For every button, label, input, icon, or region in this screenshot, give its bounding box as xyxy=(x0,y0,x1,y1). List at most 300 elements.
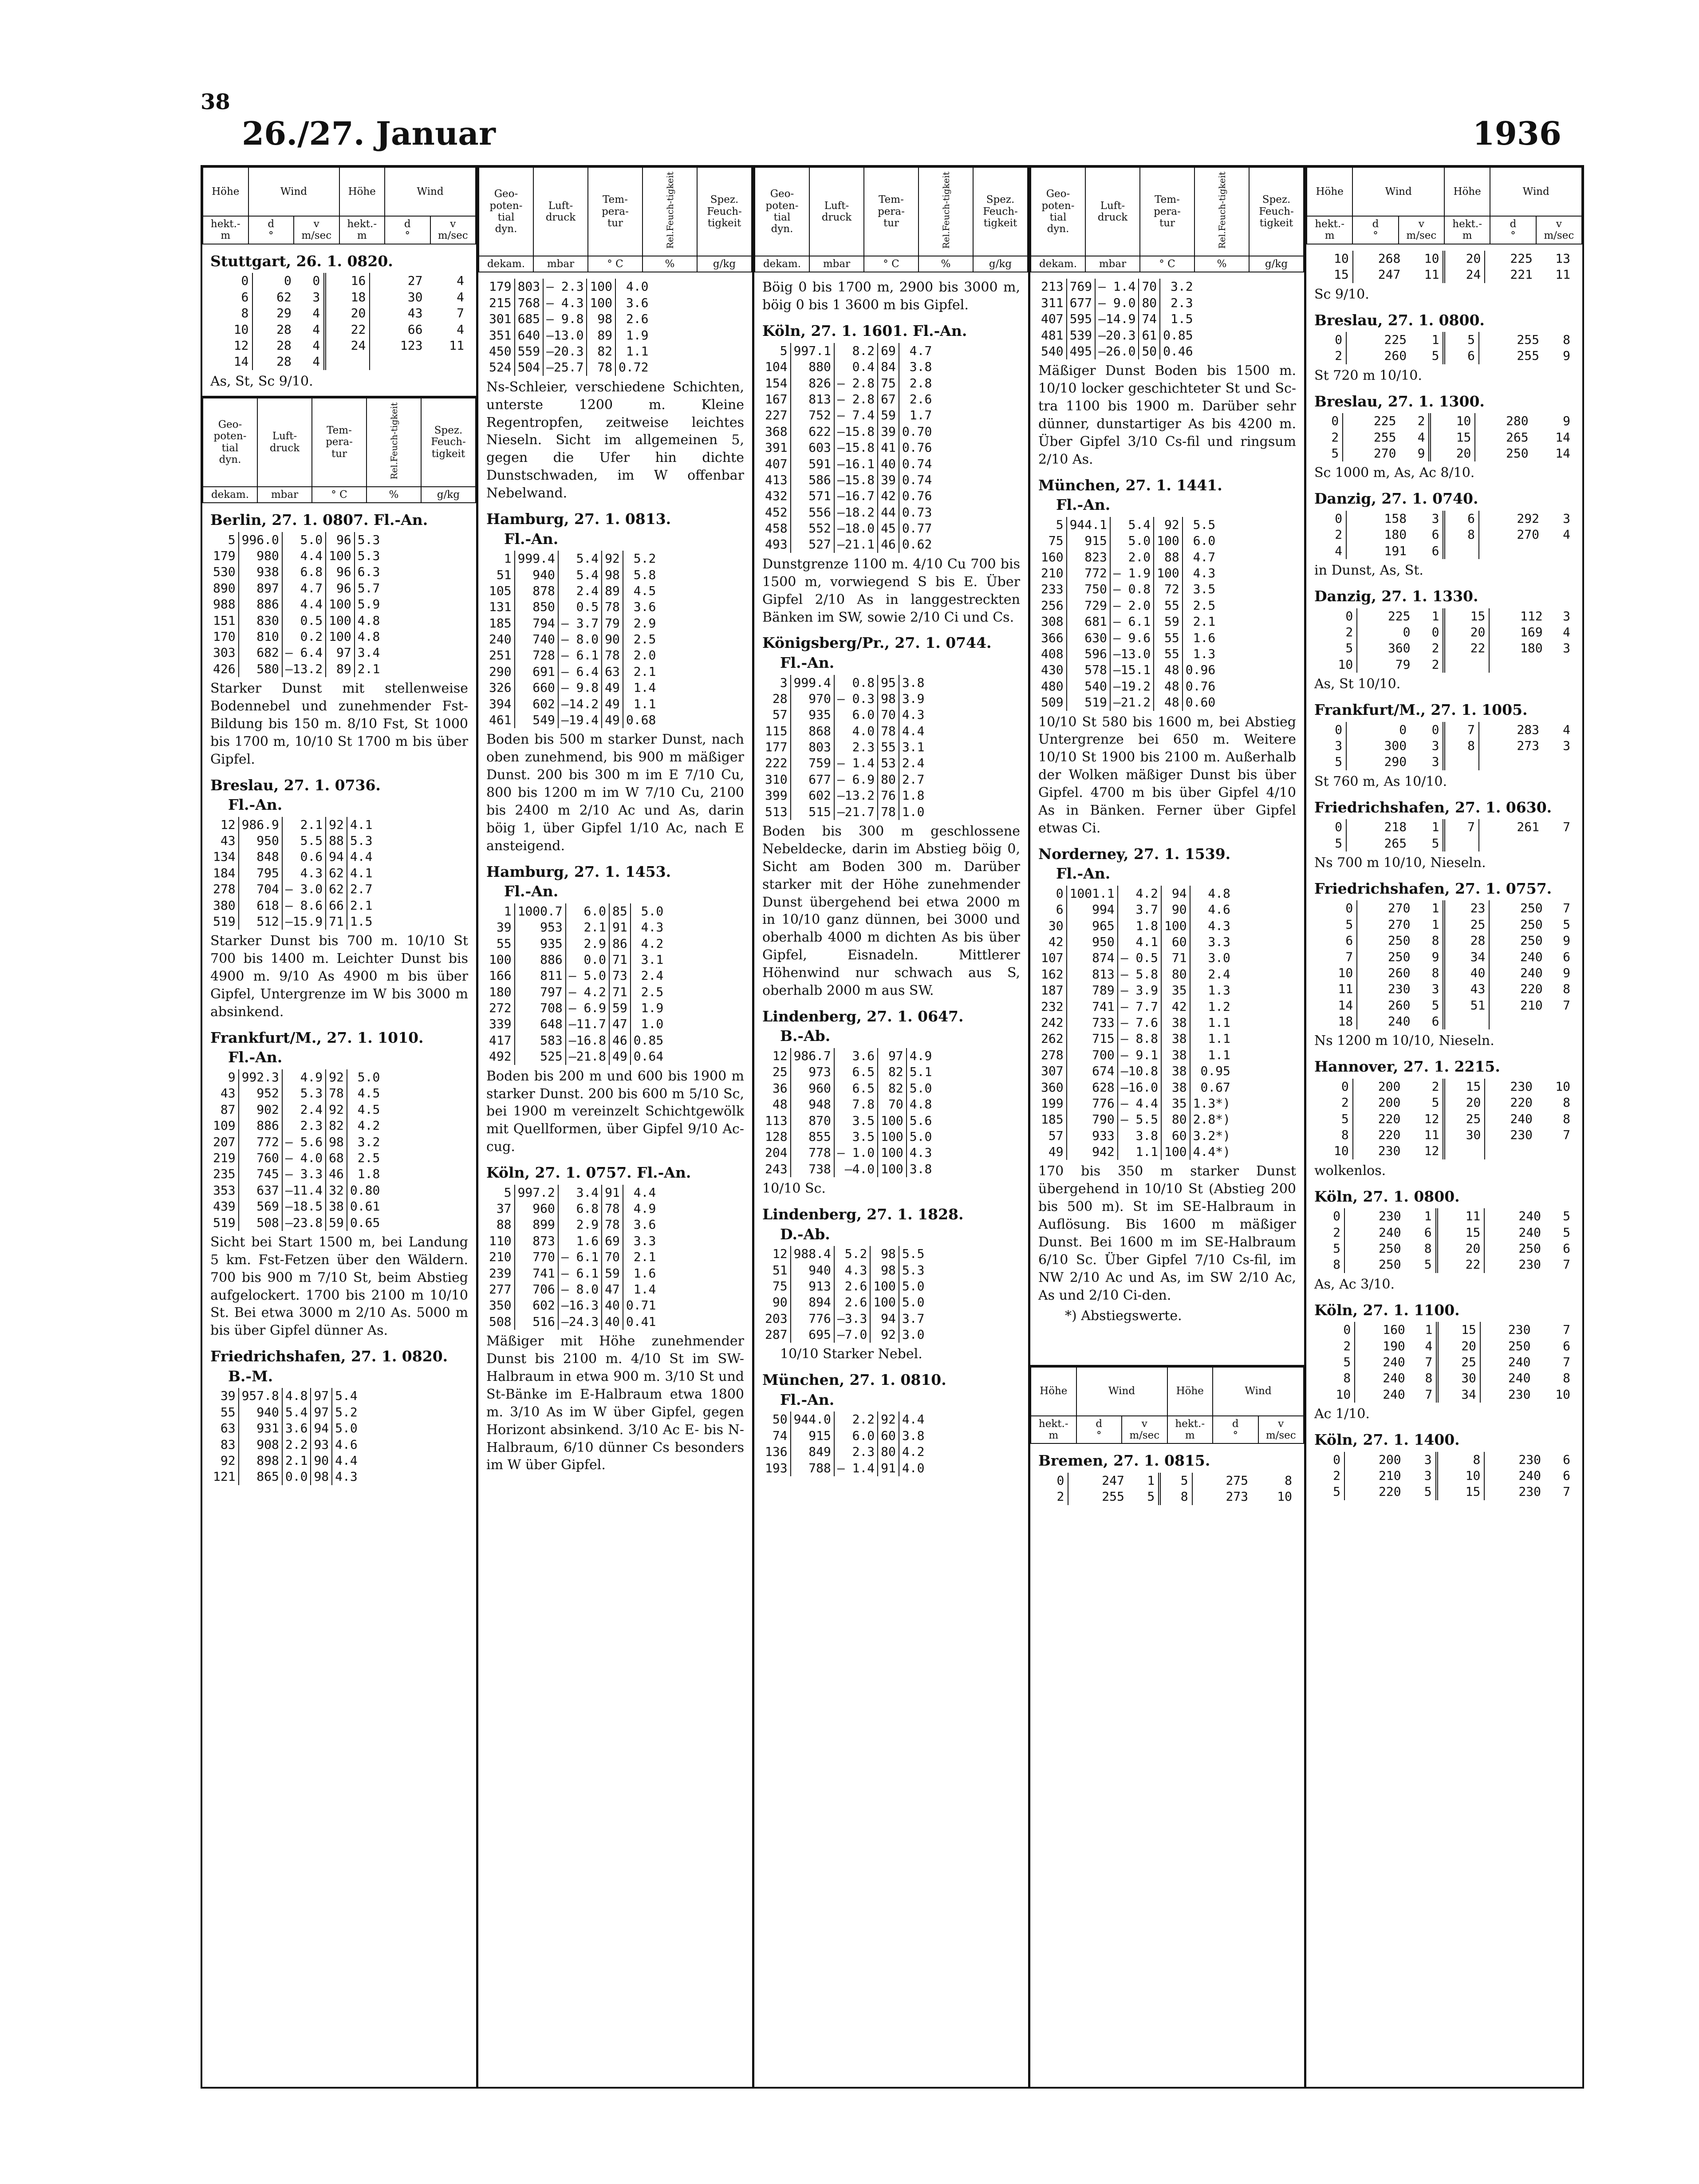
table-cell: 7 xyxy=(1563,1484,1570,1499)
table-cell: 94 xyxy=(311,1420,332,1436)
table-cell: 407 xyxy=(762,456,791,472)
table-cell: 5.0 xyxy=(335,1421,358,1436)
table-cell: 97 xyxy=(326,645,355,661)
table-row xyxy=(1314,624,1574,640)
table-cell: 12 xyxy=(210,338,252,354)
table-cell: 1 xyxy=(1409,1322,1438,1338)
column-2 xyxy=(478,167,754,2087)
table-cell: 112 xyxy=(1520,608,1543,623)
sonde-table xyxy=(486,903,666,1065)
table-cell: 9 xyxy=(1399,445,1430,461)
table-cell: 74 xyxy=(762,1428,791,1444)
table-cell: 218 xyxy=(1384,820,1407,835)
table-cell: 3 xyxy=(1314,738,1346,754)
table-cell: 100 xyxy=(326,596,355,612)
table-cell: 3.0 xyxy=(1208,950,1230,966)
table-cell: 4 xyxy=(457,273,464,288)
table-cell: 80 xyxy=(1139,295,1160,311)
table-cell: 677 xyxy=(1067,295,1096,311)
table-cell: 6 xyxy=(1444,511,1479,527)
table-cell: 6 xyxy=(1563,1241,1570,1256)
table-cell: 1.9 xyxy=(641,1001,664,1016)
table-cell: 6 xyxy=(1563,1338,1570,1353)
table-cell: 187 xyxy=(1038,982,1067,998)
table-cell: 92 xyxy=(326,1069,347,1085)
table-cell: 5.6 xyxy=(909,1113,932,1128)
table-cell: 10 xyxy=(1314,1387,1355,1403)
table-cell: 60 xyxy=(878,1428,899,1444)
table-cell: 677 xyxy=(791,772,834,788)
table-cell: – 7.7 xyxy=(1118,999,1161,1015)
table-cell: 51 xyxy=(1444,997,1489,1013)
table-cell: 230 xyxy=(1518,1484,1541,1499)
table-cell: 10 xyxy=(1404,251,1444,267)
table-cell: 4 xyxy=(1563,624,1570,639)
table-row xyxy=(762,343,934,359)
table-row xyxy=(1314,917,1574,933)
table-row xyxy=(210,289,468,305)
table-cell: 1.5 xyxy=(350,914,373,929)
table-cell: 399 xyxy=(762,788,791,804)
station-title: Köln, 27. 1. 1400. xyxy=(1314,1431,1460,1449)
table-row xyxy=(1314,608,1574,624)
table-cell xyxy=(1546,657,1574,673)
table-cell: 60 xyxy=(1161,1128,1190,1144)
table-cell: 275 xyxy=(1226,1473,1249,1488)
station-title: Friedrichshafen, 27. 1. 0630. xyxy=(1314,798,1552,816)
table-cell: 48 xyxy=(762,1096,791,1112)
table-cell: 3.8 xyxy=(902,1428,925,1443)
table-cell: 8 xyxy=(1414,965,1444,981)
table-cell: 40 xyxy=(602,1314,623,1330)
table-cell: 999.4 xyxy=(515,551,558,567)
table-cell: 6.5 xyxy=(834,1064,878,1080)
table-cell: 0.80 xyxy=(350,1183,380,1198)
table-cell: – 2.0 xyxy=(1110,598,1154,614)
table-cell: 0 xyxy=(284,273,292,288)
table-cell: 36 xyxy=(762,1080,791,1096)
table-cell: 92 xyxy=(326,817,347,833)
table-cell: 100 xyxy=(878,1161,907,1177)
table-cell: –16.3 xyxy=(558,1297,602,1313)
table-cell: 80 xyxy=(1161,966,1190,982)
table-cell: 530 xyxy=(210,564,239,580)
table-cell: 191 xyxy=(1384,543,1407,558)
table-cell: – 6.1 xyxy=(558,647,602,663)
table-row xyxy=(486,647,658,663)
table-cell: 3 xyxy=(1410,754,1444,770)
table-row xyxy=(210,849,375,865)
table-cell: –25.7 xyxy=(543,359,587,375)
table-cell: 5 xyxy=(1405,1257,1437,1273)
table-row xyxy=(210,1469,360,1485)
table-cell: 776 xyxy=(1067,1096,1118,1112)
table-cell: 5 xyxy=(1314,640,1357,656)
station-title: Stuttgart, 26. 1. 0820. xyxy=(210,252,393,270)
table-cell: 640 xyxy=(515,327,544,343)
table-cell: 768 xyxy=(515,295,544,311)
table-cell: 225 xyxy=(1373,414,1396,429)
table-cell: 1.9 xyxy=(626,327,649,343)
table-cell: 170 xyxy=(210,629,239,645)
table-cell: 47 xyxy=(609,1016,631,1032)
table-cell: 595 xyxy=(1067,311,1096,327)
table-cell: 260 xyxy=(1388,965,1411,980)
table-cell: 2.5 xyxy=(357,1150,380,1165)
table-cell: 2.0 xyxy=(633,648,656,663)
table-cell: 1.8 xyxy=(1118,918,1161,934)
station-note: Boden bis 500 m starker Dunst, nach oben zunehmend, bis 900 m mäßiger Dunst. 200 bis 300 m im E 7/10 Cu, 800 bis 1200 m im W 7/10 Cu, 2100 bis 2400 m 2/10 Ac und As, darin böig 1, über Gipfel 1/10 Ac, nach E ansteigend. xyxy=(486,732,744,854)
table-cell: 788 xyxy=(791,1460,834,1476)
table-cell: 280 xyxy=(1506,414,1529,429)
table-cell: 74 xyxy=(1139,311,1160,327)
table-cell: 89 xyxy=(326,661,355,677)
table-cell: 5.3 xyxy=(350,833,373,848)
table-cell: 7 xyxy=(1563,1355,1570,1370)
table-row xyxy=(486,615,658,631)
table-cell: 4 xyxy=(1409,1338,1438,1354)
footnote: *) Abstiegswerte. xyxy=(1065,1308,1182,1324)
table-cell: 504 xyxy=(515,359,544,375)
table-row xyxy=(1314,754,1574,770)
table-cell: 4 xyxy=(457,289,464,304)
station-title: Hannover, 27. 1. 2215. xyxy=(1314,1058,1500,1076)
table-cell: 5 xyxy=(1038,517,1067,533)
table-cell: 75 xyxy=(878,375,899,391)
table-cell: 30 xyxy=(1444,1127,1485,1143)
table-cell: 2.0 xyxy=(1110,549,1154,565)
table-cell: 795 xyxy=(239,865,282,881)
table-cell: 48 xyxy=(1154,678,1183,694)
table-cell: 2.5 xyxy=(641,984,664,999)
table-cell: 230 xyxy=(1510,1127,1533,1143)
table-cell: 307 xyxy=(1038,1063,1067,1079)
table-cell: – 4.3 xyxy=(543,295,587,311)
table-row xyxy=(1038,598,1218,614)
table-row xyxy=(1038,549,1218,565)
table-cell: 2.8 xyxy=(909,375,932,390)
table-cell: 1 xyxy=(1410,819,1444,835)
table-cell: 100 xyxy=(1161,1144,1190,1160)
table-cell: 5 xyxy=(210,532,239,548)
table-cell: 2.1 xyxy=(566,919,609,935)
table-cell: 225 xyxy=(1510,251,1533,266)
table-row xyxy=(1038,982,1233,998)
table-row xyxy=(1038,311,1196,327)
table-cell xyxy=(1543,543,1574,559)
table-cell: 5.4 xyxy=(558,551,602,567)
table-cell: 685 xyxy=(515,311,544,327)
table-cell: 940 xyxy=(515,567,558,583)
table-cell: 5.0 xyxy=(902,1278,925,1293)
table-cell: 480 xyxy=(1038,678,1067,694)
table-cell xyxy=(1444,1143,1485,1159)
table-row xyxy=(1314,1208,1574,1224)
station-note: As, Ac 3/10. xyxy=(1314,1276,1395,1292)
table-cell: 39 xyxy=(878,424,899,440)
table-row xyxy=(210,1437,360,1453)
table-cell: 6 xyxy=(1563,1468,1570,1483)
table-cell: 931 xyxy=(239,1420,282,1436)
table-cell: 0.41 xyxy=(626,1314,656,1329)
table-cell: 4.3 xyxy=(834,1262,870,1278)
table-cell: – 7.6 xyxy=(1118,1015,1161,1031)
table-cell: 351 xyxy=(486,327,515,343)
table-cell xyxy=(1444,657,1489,673)
table-cell: 300 xyxy=(1384,738,1407,753)
column-4 xyxy=(1030,167,1306,2087)
table-cell: – 3.9 xyxy=(1118,982,1161,998)
table-cell: 39 xyxy=(486,919,515,935)
station-note: St 720 m 10/10. xyxy=(1314,367,1422,383)
table-cell: 11 xyxy=(1314,981,1357,997)
table-cell: 5.5 xyxy=(902,1246,925,1262)
table-cell: 4.1 xyxy=(350,865,373,880)
table-cell: 78 xyxy=(602,647,623,663)
table-row xyxy=(1038,678,1218,694)
sonde-table xyxy=(1038,886,1233,1160)
table-cell: 90 xyxy=(602,631,623,647)
table-row xyxy=(762,739,927,755)
table-cell: 813 xyxy=(1067,966,1118,982)
hdr-hoehe: Höhe xyxy=(203,167,248,216)
table-cell: – 1.4 xyxy=(1095,279,1139,295)
table-cell: 2 xyxy=(1038,1489,1068,1505)
table-cell: 1.0 xyxy=(902,804,925,819)
table-cell: 992.3 xyxy=(239,1069,282,1085)
table-cell: 94 xyxy=(326,849,347,865)
table-cell: 1.3*) xyxy=(1193,1096,1230,1111)
table-cell: 417 xyxy=(486,1033,515,1049)
table-cell: 55 xyxy=(878,739,899,755)
table-cell: –15.8 xyxy=(834,440,878,456)
table-row xyxy=(762,440,934,456)
table-cell: 290 xyxy=(486,664,515,680)
table-cell: 15 xyxy=(1444,608,1489,624)
table-row xyxy=(486,567,658,583)
table-cell: 105 xyxy=(486,583,515,599)
table-cell: 760 xyxy=(239,1150,282,1166)
table-cell xyxy=(1444,1013,1489,1029)
table-cell: 8 xyxy=(210,305,252,321)
table-cell: 22 xyxy=(1437,1257,1485,1273)
table-cell: – 2.8 xyxy=(834,391,878,407)
table-row xyxy=(762,407,934,423)
table-cell: 134 xyxy=(210,849,239,865)
table-row xyxy=(210,1215,382,1231)
table-row xyxy=(486,968,666,984)
table-cell: 80 xyxy=(878,1444,899,1460)
table-cell: 78 xyxy=(602,599,623,615)
table-row xyxy=(1038,918,1233,934)
table-cell: 15 xyxy=(1437,1322,1480,1338)
table-cell: 430 xyxy=(1038,662,1067,678)
table-cell: 4.4 xyxy=(282,596,326,612)
table-cell: 180 xyxy=(1384,527,1407,542)
table-cell: 4.5 xyxy=(357,1102,380,1117)
column-3 xyxy=(754,167,1030,2087)
table-cell: 270 xyxy=(1388,901,1411,916)
table-cell: 5 xyxy=(1410,836,1444,852)
table-cell: 78 xyxy=(602,1217,623,1233)
table-row xyxy=(1038,1063,1233,1079)
table-row xyxy=(210,1085,382,1101)
table-cell: 3.1 xyxy=(902,740,925,755)
table-cell: 15 xyxy=(1437,1225,1485,1241)
table-cell: 4.8 xyxy=(1208,886,1230,901)
table-cell: 3.6 xyxy=(282,1420,311,1436)
table-cell: 7 xyxy=(1444,819,1479,835)
table-cell: 59 xyxy=(326,1215,347,1231)
table-row xyxy=(1038,1144,1233,1160)
table-cell: 2.1 xyxy=(633,1250,656,1265)
table-row xyxy=(762,1278,927,1294)
sonde-table xyxy=(210,1069,382,1231)
table-cell: 1 xyxy=(1414,900,1444,916)
table-row xyxy=(762,691,927,707)
wind-header: Höhe Wind Höhe Wind hekt.- m d ° v m/sec hekt.- m d ° v m/sec xyxy=(1306,167,1582,244)
table-cell: 339 xyxy=(486,1016,515,1032)
table-cell: 4.4 xyxy=(335,1453,358,1468)
table-cell: 10 xyxy=(1314,251,1353,267)
table-cell: 7 xyxy=(1563,1127,1570,1143)
table-cell: 42 xyxy=(1161,999,1190,1015)
table-cell: 4.8 xyxy=(357,629,380,644)
table-cell: 741 xyxy=(515,1265,558,1281)
table-row xyxy=(210,1183,382,1198)
station-title: Bremen, 27. 1. 0815. xyxy=(1038,1452,1210,1470)
table-cell: 24 xyxy=(325,338,370,354)
table-row xyxy=(1038,533,1218,549)
table-cell: 602 xyxy=(791,788,834,804)
table-cell: 5.8 xyxy=(633,567,656,582)
table-cell: 13 xyxy=(1555,251,1570,266)
table-cell: – 6.1 xyxy=(558,1265,602,1281)
table-cell: 303 xyxy=(210,645,239,661)
table-cell: 67 xyxy=(878,391,899,407)
table-cell xyxy=(1543,754,1574,770)
table-row xyxy=(486,1249,658,1265)
table-cell: 407 xyxy=(1038,311,1067,327)
table-cell: 235 xyxy=(210,1166,239,1182)
table-cell: 38 xyxy=(326,1198,347,1214)
table-cell: 115 xyxy=(762,723,791,739)
table-cell: 2.3 xyxy=(834,739,878,755)
table-cell: 5.1 xyxy=(909,1064,932,1080)
wind-table xyxy=(1314,1452,1574,1500)
table-cell: –11.4 xyxy=(282,1183,326,1198)
table-cell: 261 xyxy=(1517,820,1539,835)
table-cell: 240 xyxy=(1383,1387,1405,1402)
table-cell: 10 xyxy=(1555,1079,1570,1094)
table-cell: 5.3 xyxy=(282,1085,326,1101)
table-row xyxy=(762,424,934,440)
station-note: 170 bis 350 m starker Dunst übergehend in 10/10 St (Abstieg 200 bis 500 m). St im SE-Halbraum in Auflösung. Bis 1600 m mäßiger Dunst. Bei 1600 m im SE-Halbraum 6/10 Sc. Über Gipfel 7/10 Cs-fil, im NW 2/10 Ac und As, im SW 2/10 Ac, As und 2/10 Ci-den. xyxy=(1038,1163,1296,1303)
table-cell: 704 xyxy=(239,881,282,897)
table-row xyxy=(762,1145,934,1161)
table-cell: 66 xyxy=(326,898,347,914)
table-cell: 78 xyxy=(602,1201,623,1217)
table-cell: 200 xyxy=(1378,1095,1401,1110)
table-cell: – 9.6 xyxy=(1110,630,1154,646)
table-cell: 0.74 xyxy=(902,472,932,487)
table-cell: 2 xyxy=(1314,1095,1353,1111)
table-cell: 292 xyxy=(1517,511,1539,526)
table-row xyxy=(1314,332,1574,348)
table-cell: 552 xyxy=(791,520,834,536)
table-cell: 240 xyxy=(1518,1209,1541,1224)
table-cell: –26.0 xyxy=(1095,343,1139,359)
table-cell: – 8.6 xyxy=(282,898,326,914)
table-cell: 10 xyxy=(1314,657,1357,673)
table-cell: 230 xyxy=(1518,1452,1541,1467)
table-row xyxy=(1314,413,1574,429)
table-row xyxy=(486,599,658,615)
table-row xyxy=(1038,902,1233,918)
station-note: Starker Dunst bis 700 m. 10/10 St 700 bis 1400 m. Leichter Dunst bis 4900 m. 9/10 As 4900 m bis über Gipfel, Untergrenze im W bis 3000 m absinkend. xyxy=(210,933,468,1020)
station-note: 10/10 St 580 bis 1600 m, bei Abstieg Untergrenze bei 650 m. Weitere 10/10 St 1900 bis 2100 m. Außerhalb der Wolken mäßiger Dunst bis über Gipfel. 4700 m bis über Gipfel 4/10 As in Bänken. Ferner über Gipfel etwas Ci. xyxy=(1038,714,1296,836)
table-cell: 8 xyxy=(1437,1452,1485,1468)
table-cell: 255 xyxy=(1102,1489,1124,1504)
table-row xyxy=(1314,1111,1574,1127)
table-cell: 71 xyxy=(1161,950,1190,966)
station-note: As, St 10/10. xyxy=(1314,676,1401,692)
table-cell: 5.4 xyxy=(558,567,602,583)
table-cell: 2 xyxy=(1414,657,1444,673)
table-cell: 136 xyxy=(762,1444,791,1460)
table-row xyxy=(1314,965,1574,981)
table-cell: 48 xyxy=(1154,694,1183,710)
table-cell: 2.4 xyxy=(902,756,925,771)
table-row xyxy=(1038,343,1196,359)
table-cell: 2.8*) xyxy=(1193,1112,1230,1127)
table-cell: 7 xyxy=(457,306,464,321)
table-row xyxy=(486,311,651,327)
station-note: Starker Dunst mit stellenweise Bodennebel und zunehmender Fst-Bildung bis 150 m. 8/10 Fst, St 1000 bis 1700 m, 10/10 St 1700 m bis über Gipfel. xyxy=(210,681,468,767)
table-cell: 5 xyxy=(1314,836,1346,852)
table-row xyxy=(1038,694,1218,710)
table-row xyxy=(486,583,658,599)
table-row xyxy=(486,1217,658,1233)
wind-table xyxy=(1314,722,1574,770)
station-title: Köln, 27. 1. 0757. Fl.-An. xyxy=(486,1164,691,1182)
station-note: St 760 m, As 10/10. xyxy=(1314,773,1447,789)
table-cell: 0 xyxy=(1399,722,1407,737)
table-cell: 46 xyxy=(878,536,899,552)
table-cell: 408 xyxy=(1038,646,1067,662)
table-cell: 0.76 xyxy=(902,489,932,504)
table-row xyxy=(1038,934,1233,950)
table-row xyxy=(762,1096,934,1112)
table-row xyxy=(210,1118,382,1134)
table-cell: 5 xyxy=(1404,1095,1444,1111)
table-cell: 7 xyxy=(1409,1387,1438,1403)
table-cell: 3.6 xyxy=(633,1217,656,1232)
table-cell: 34 xyxy=(1444,949,1489,965)
table-cell: 6.5 xyxy=(834,1080,878,1096)
table-cell: 23 xyxy=(1444,900,1489,916)
table-cell: –11.7 xyxy=(566,1016,609,1032)
table-cell: 38 xyxy=(1161,1047,1190,1063)
table-cell: 5 xyxy=(1314,1241,1344,1257)
table-cell: 15 xyxy=(1430,430,1475,445)
table-row xyxy=(1314,836,1574,852)
table-cell xyxy=(1444,543,1479,559)
table-cell: 240 xyxy=(1388,1014,1411,1029)
table-cell: 6 xyxy=(1563,1452,1570,1467)
table-cell: –19.2 xyxy=(1110,678,1154,694)
table-cell: – 5.5 xyxy=(1118,1112,1161,1127)
